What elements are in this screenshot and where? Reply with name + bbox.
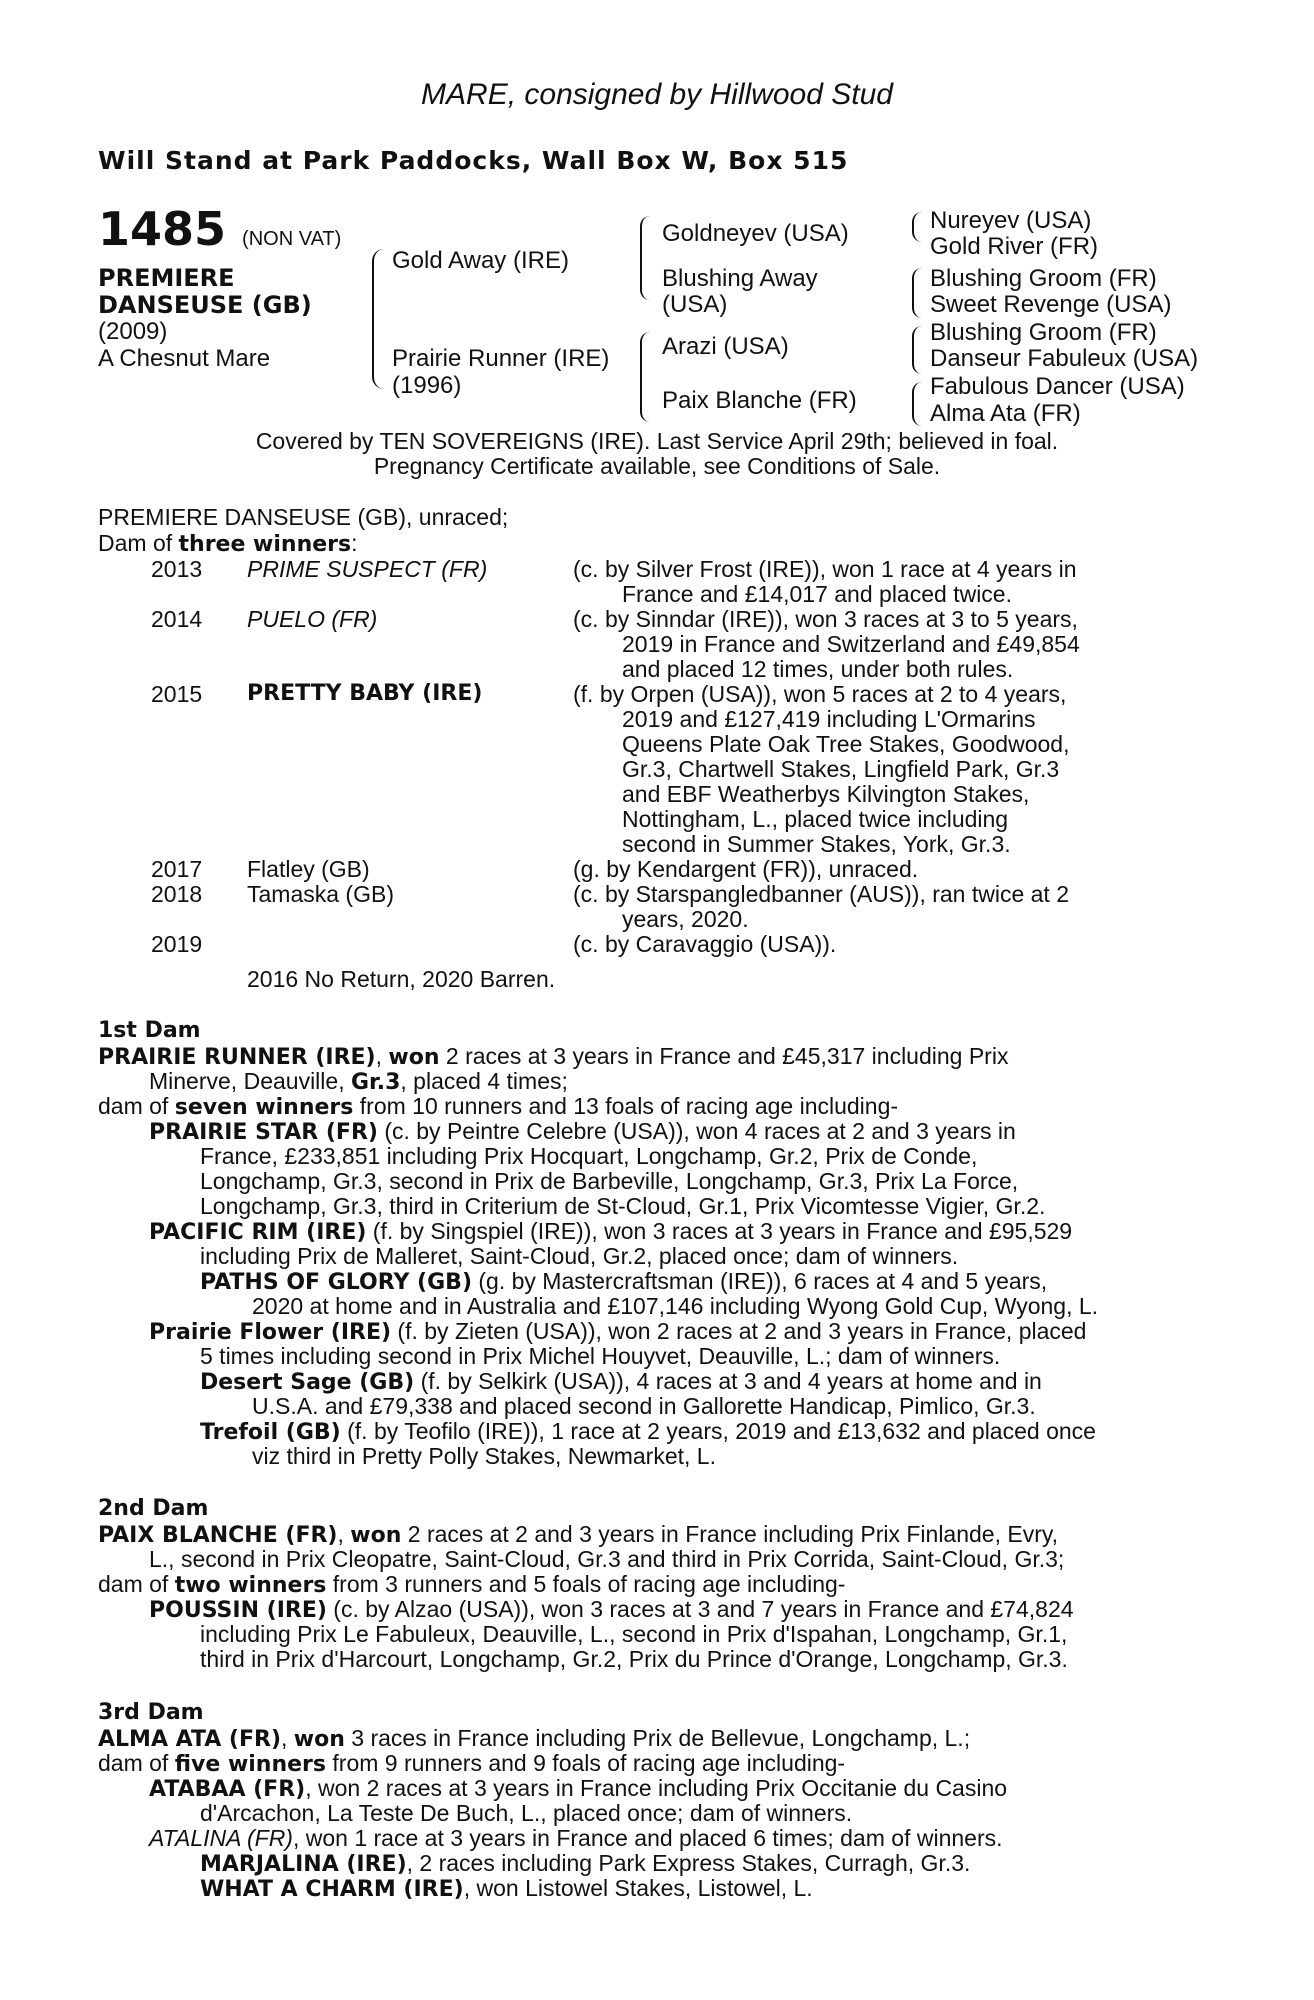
produce-detail-line: Nottingham, L., placed twice including (622, 806, 1009, 832)
produce-detail-line: second in Summer Stakes, York, Gr.3. (622, 831, 1011, 857)
dam2-damof-a: dam of (98, 1571, 175, 1597)
produce-detail-line: Gr.3, Chartwell Stakes, Lingfield Park, Gr.3 (622, 756, 1060, 782)
pedigree-ss: Goldneyev (USA) (662, 220, 849, 247)
dam3-damof-b: five winners (174, 1752, 327, 1777)
pedigree-brace-main (372, 249, 384, 389)
covered-line2: Pregnancy Certificate available, see Conditions of Sale. (373, 453, 941, 479)
pedigree-brace-3 (912, 326, 922, 374)
desert-sage-text1: (f. by Selkirk (USA)), 4 races at 3 and 4 years at home and in (414, 1368, 1042, 1394)
pedigree-dsd: Danseur Fabuleux (USA) (930, 345, 1199, 372)
marjalina-line (200, 1850, 970, 1878)
what-a-charm-name: WHAT A CHARM (IRE) (200, 1877, 464, 1902)
lot-number-value: 1485 (98, 202, 227, 256)
dam3-damof-c: from 9 runners and 9 foals of racing age including- (326, 1750, 846, 1776)
paths-of-glory-text1: (g. by Mastercraftsman (IRE)), 6 races at 4 and 5 years, (472, 1268, 1048, 1294)
produce-detail-line: and EBF Weatherbys Kilvington Stakes, (622, 781, 1030, 807)
pedigree-brace-dam (640, 332, 650, 422)
produce-name: PUELO (FR) (247, 606, 378, 632)
trefoil-name: Trefoil (GB) (200, 1420, 341, 1445)
dam1-won: won (388, 1045, 440, 1070)
produce-year: 2019 (151, 931, 203, 957)
atabaa-text1: , won 2 races at 3 years in France including Prix Occitanie du Casino (305, 1775, 1008, 1801)
dam1-text1: 2 races at 3 years in France and £45,317 including Prix (439, 1043, 1009, 1069)
dam1-line2 (149, 1068, 568, 1096)
pedigree-sds: Blushing Groom (FR) (930, 265, 1157, 292)
prairie-star-line2: France, £233,851 including Prix Hocquart, Longchamp, Gr.2, Prix de Conde, (200, 1143, 978, 1169)
atalina-name: ATALINA (FR) (149, 1825, 293, 1851)
dam3-name: ALMA ATA (FR) (98, 1727, 282, 1752)
pedigree-dam-year: (1996) (392, 372, 462, 399)
produce-detail-line: (c. by Starspangledbanner (AUS)), ran twice at 2 (573, 881, 1070, 907)
produce-detail-line: 2019 and £127,419 including L'Ormarins (622, 706, 1036, 732)
produce-detail-line: (c. by Caravaggio (USA)). (573, 931, 837, 957)
trefoil-text1: (f. by Teofilo (IRE)), 1 race at 2 years, 2019 and £13,632 and placed once (340, 1418, 1096, 1444)
dam1-damof-b: seven winners (174, 1095, 354, 1120)
pedigree-ssd: Gold River (FR) (930, 233, 1099, 260)
produce-detail-line: France and £14,017 and placed twice. (622, 581, 1012, 607)
dam2-heading: 2nd Dam (98, 1496, 209, 1521)
prairie-star-line3: Longchamp, Gr.3, second in Prix de Barbeville, Longchamp, Gr.3, Prix La Force, (200, 1168, 1019, 1194)
produce-detail-line: 2019 in France and Switzerland and £49,854 (622, 631, 1080, 657)
marjalina-text1: , 2 races including Park Express Stakes, Curragh, Gr.3. (406, 1850, 971, 1876)
pedigree-sire: Gold Away (IRE) (392, 247, 569, 274)
dam1-text2b: , placed 4 times; (400, 1068, 568, 1094)
dam3-line1: ALMA ATA (FR), won 3 races in France including Prix de Bellevue, Longchamp, L.; (98, 1725, 971, 1752)
produce-detail-line: (c. by Sinndar (IRE)), won 3 races at 3 to 5 years, (573, 606, 1078, 632)
produce-intro: PREMIERE DANSEUSE (GB), unraced; (98, 504, 509, 530)
paths-of-glory-line2: 2020 at home and in Australia and £107,146 including Wyong Gold Cup, Wyong, L. (252, 1293, 1099, 1319)
horse-year: (2009) (98, 318, 168, 345)
trefoil-line2: viz third in Pretty Polly Stakes, Newmarket, L. (252, 1443, 716, 1469)
produce-detail-line: Queens Plate Oak Tree Stakes, Goodwood, (622, 731, 1070, 757)
horse-name-line1: PREMIERE (98, 264, 235, 292)
produce-detail-line: (g. by Kendargent (FR)), unraced. (573, 856, 919, 882)
produce-name: Tamaska (GB) (247, 881, 394, 907)
desert-sage-line1 (200, 1368, 1042, 1396)
dam3-damof (98, 1750, 845, 1778)
produce-year: 2018 (151, 881, 203, 907)
stand-location: Will Stand at Park Paddocks, Wall Box W, Box 515 (98, 146, 849, 175)
dam1-grade: Gr.3 (350, 1070, 401, 1095)
pacific-rim-line1 (149, 1218, 1072, 1246)
pedigree-dam: Prairie Runner (IRE) (392, 345, 610, 372)
marjalina-name: MARJALINA (IRE) (200, 1852, 407, 1877)
pedigree-brace-sire (640, 216, 650, 300)
poussin-line3: third in Prix d'Harcourt, Longchamp, Gr.2, Prix du Prince d'Orange, Longchamp, Gr.3. (200, 1646, 1068, 1672)
atalina-text1: , won 1 race at 3 years in France and placed 6 times; dam of winners. (292, 1825, 1003, 1851)
produce-year: 2014 (151, 606, 203, 632)
dam2-won: won (350, 1523, 402, 1548)
dam-of-suffix: : (351, 530, 358, 556)
page-title: MARE, consigned by Hillwood Stud (421, 78, 893, 111)
poussin-name: POUSSIN (IRE) (149, 1598, 327, 1623)
trefoil-line1 (200, 1418, 1096, 1446)
produce-name: PRETTY BABY (IRE) (247, 681, 483, 706)
produce-detail-line: and placed 12 times, under both rules. (622, 656, 1014, 682)
dam2-damof-c: from 3 runners and 5 foals of racing age including- (326, 1571, 846, 1597)
atabaa-line1 (149, 1775, 1007, 1803)
dam1-damof-c: from 10 runners and 13 foals of racing age including- (353, 1093, 899, 1119)
pedigree-sdd: Sweet Revenge (USA) (930, 291, 1172, 318)
pedigree-brace-2 (912, 268, 922, 318)
prairie-star-name: PRAIRIE STAR (FR) (149, 1120, 378, 1145)
produce-detail-line: (c. by Silver Frost (IRE)), won 1 race at 4 years in (573, 556, 1077, 582)
dam-of-prefix: Dam of (98, 530, 179, 556)
covered-line1: Covered by TEN SOVEREIGNS (IRE). Last Service April 29th; believed in foal. (255, 428, 1059, 454)
produce-year: 2013 (151, 556, 203, 582)
produce-year: 2015 (151, 681, 203, 707)
poussin-text1: (c. by Alzao (USA)), won 3 races at 3 and 7 years in France and £74,824 (326, 1596, 1074, 1622)
pedigree-sd-line2: (USA) (662, 291, 728, 318)
prairie-star-text1: (c. by Peintre Celebre (USA)), won 4 races at 2 and 3 years in (377, 1118, 1016, 1144)
desert-sage-name: Desert Sage (GB) (200, 1370, 415, 1395)
dam1-damof-a: dam of (98, 1093, 175, 1119)
vat-status: (NON VAT) (242, 228, 342, 250)
dam2-line1: PAIX BLANCHE (FR), won 2 races at 2 and 3 years in France including Prix Finlande, Evry, (98, 1521, 1059, 1548)
poussin-line2: including Prix Le Fabuleux, Deauville, L., second in Prix d'Ispahan, Longchamp, Gr.1, (200, 1621, 1068, 1647)
pedigree-dss: Blushing Groom (FR) (930, 319, 1157, 346)
dam2-damof-b: two winners (174, 1573, 327, 1598)
poussin-line1 (149, 1596, 1074, 1624)
what-a-charm-line (200, 1875, 813, 1903)
atabaa-name: ATABAA (FR) (149, 1777, 306, 1802)
pedigree-dd: Paix Blanche (FR) (662, 387, 857, 414)
dam3-text1: 3 races in France including Prix de Bellevue, Longchamp, L.; (344, 1725, 971, 1751)
dam2-line2: L., second in Prix Cleopatre, Saint-Cloud, Gr.3 and third in Prix Corrida, Saint-Cloud, Gr.3; (149, 1546, 1065, 1572)
prairie-flower-name: Prairie Flower (IRE) (149, 1320, 392, 1345)
pedigree-ddd: Alma Ata (FR) (930, 400, 1081, 427)
dam-of-count: three winners (178, 532, 352, 557)
produce-name: Flatley (GB) (247, 856, 370, 882)
paths-of-glory-name: PATHS OF GLORY (GB) (200, 1270, 472, 1295)
pedigree-sd-line1: Blushing Away (662, 265, 818, 292)
dam1-heading: 1st Dam (98, 1018, 201, 1043)
paths-of-glory-line1 (200, 1268, 1047, 1296)
what-a-charm-text1: , won Listowel Stakes, Listowel, L. (463, 1875, 813, 1901)
produce-detail-line: years, 2020. (622, 906, 749, 932)
pedigree-dds: Fabulous Dancer (USA) (930, 373, 1185, 400)
prairie-flower-text1: (f. by Zieten (USA)), won 2 races at 2 and 3 years in France, placed (391, 1318, 1087, 1344)
dam2-text1: 2 races at 2 and 3 years in France including Prix Finlande, Evry, (401, 1521, 1059, 1547)
prairie-flower-line1 (149, 1318, 1086, 1346)
produce-name: PRIME SUSPECT (FR) (247, 556, 488, 582)
dam-of-line (98, 530, 358, 558)
dam1-damof (98, 1093, 898, 1121)
dam1-text2a: Minerve, Deauville, (149, 1068, 351, 1094)
pacific-rim-text1: (f. by Singspiel (IRE)), won 3 races at 3 years in France and £95,529 (366, 1218, 1073, 1244)
prairie-star-line4: Longchamp, Gr.3, third in Criterium de St-Cloud, Gr.1, Prix Vicomtesse Vigier, Gr.2. (200, 1193, 1046, 1219)
prairie-flower-line2: 5 times including second in Prix Michel Houyvet, Deauville, L.; dam of winners. (200, 1343, 1001, 1369)
pedigree-brace-4 (912, 382, 922, 426)
produce-note: 2016 No Return, 2020 Barren. (247, 966, 556, 992)
dam3-damof-a: dam of (98, 1750, 175, 1776)
pacific-rim-line2: including Prix de Malleret, Saint-Cloud, Gr.2, placed once; dam of winners. (200, 1243, 959, 1269)
lot-number (98, 202, 342, 263)
pedigree-sss: Nureyev (USA) (930, 207, 1092, 234)
dam3-heading: 3rd Dam (98, 1700, 204, 1725)
dam3-won: won (293, 1727, 345, 1752)
prairie-star-line1 (149, 1118, 1204, 1146)
dam1-name: PRAIRIE RUNNER (IRE) (98, 1045, 376, 1070)
desert-sage-line2: U.S.A. and £79,338 and placed second in Gallorette Handicap, Pimlico, Gr.3. (252, 1393, 1036, 1419)
dam2-name: PAIX BLANCHE (FR) (98, 1523, 338, 1548)
dam2-damof (98, 1571, 845, 1599)
produce-year: 2017 (151, 856, 203, 882)
produce-detail-line: (f. by Orpen (USA)), won 5 races at 2 to 4 years, (573, 681, 1067, 707)
pedigree-brace-1 (912, 212, 922, 242)
atalina-line (149, 1825, 1003, 1851)
horse-name-line2: DANSEUSE (GB) (98, 291, 312, 319)
dam1-line1: PRAIRIE RUNNER (IRE), won 2 races at 3 years in France and £45,317 including Prix (98, 1043, 1009, 1070)
pacific-rim-name: PACIFIC RIM (IRE) (149, 1220, 367, 1245)
horse-description: A Chesnut Mare (98, 345, 271, 372)
atabaa-line2: d'Arcachon, La Teste De Buch, L., placed once; dam of winners. (200, 1800, 853, 1826)
pedigree-ds: Arazi (USA) (662, 333, 789, 360)
